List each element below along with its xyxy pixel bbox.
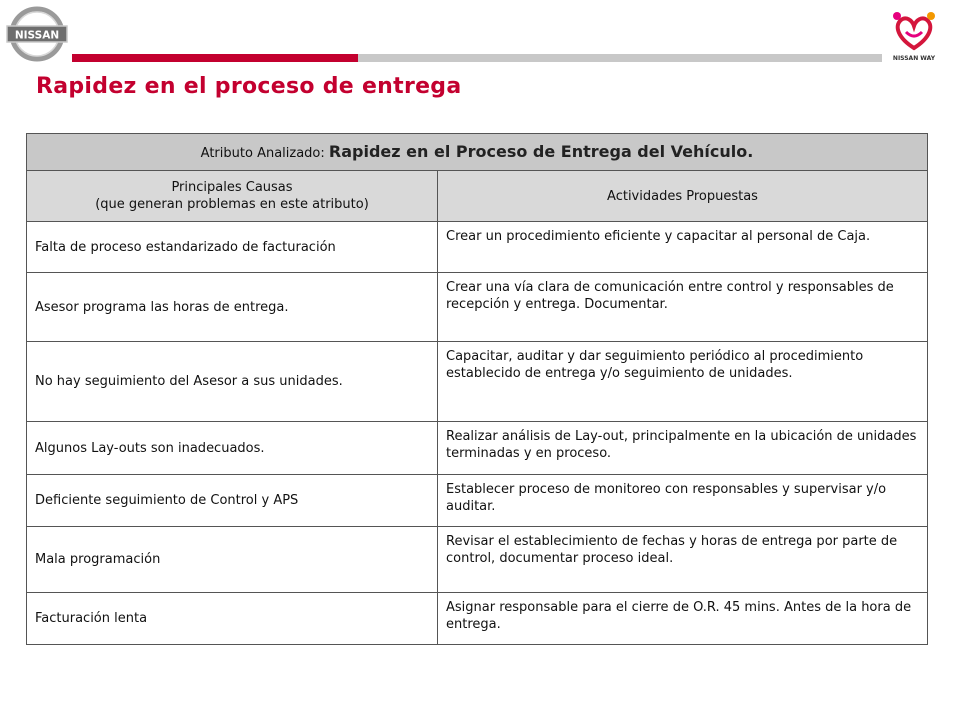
column-header-causes-line2: (que generan problemas en este atributo) — [95, 197, 369, 212]
cause-cell: Facturación lenta — [27, 593, 438, 645]
table-row — [27, 342, 928, 422]
action-cell: Establecer proceso de monitoreo con responsables y supervisar y/o auditar. — [438, 475, 928, 527]
column-header-activities: Actividades Propuestas — [438, 171, 928, 222]
cause-cell: Falta de proceso estandarizado de facturación — [27, 222, 438, 273]
page-title: Rapidez en el proceso de entrega — [36, 74, 462, 99]
attribute-header-cell — [27, 134, 928, 171]
cause-cell: No hay seguimiento del Asesor a sus unidades. — [27, 342, 438, 422]
action-cell: Realizar análisis de Lay-out, principalmente en la ubicación de unidades terminadas y en proceso. — [438, 422, 928, 475]
cause-cell: Algunos Lay-outs son inadecuados. — [27, 422, 438, 475]
action-cell: Crear un procedimiento eficiente y capacitar al personal de Caja. — [438, 222, 928, 273]
table-row — [27, 593, 928, 645]
column-header-row — [27, 171, 928, 222]
cause-cell: Deficiente seguimiento de Control y APS — [27, 475, 438, 527]
nissan-way-logo — [884, 6, 944, 64]
action-cell: Asignar responsable para el cierre de O.R. 45 mins. Antes de la hora de entrega. — [438, 593, 928, 645]
header-accent-bar-gray — [358, 54, 882, 62]
cause-cell: Mala programación — [27, 527, 438, 593]
table-row — [27, 273, 928, 342]
attribute-value: Rapidez en el Proceso de Entrega del Vehículo. — [328, 141, 754, 161]
column-header-causes-line1: Principales Causas — [171, 180, 293, 195]
table-row — [27, 422, 928, 475]
attribute-label: Atributo Analizado: — [200, 145, 325, 161]
attribute-header-row — [27, 134, 928, 171]
causes-activities-table — [26, 133, 928, 645]
nissan-logo — [6, 6, 68, 62]
svg-text:NISSAN: NISSAN — [14, 29, 60, 42]
cause-cell: Asesor programa las horas de entrega. — [27, 273, 438, 342]
action-cell: Revisar el establecimiento de fechas y horas de entrega por parte de control, documentar proceso ideal. — [438, 527, 928, 593]
table-row — [27, 222, 928, 273]
header-accent-bar-red — [72, 54, 358, 62]
table-row — [27, 527, 928, 593]
svg-text:NISSAN WAY: NISSAN WAY — [892, 55, 936, 62]
action-cell: Crear una vía clara de comunicación entre control y responsables de recepción y entrega. Documentar. — [438, 273, 928, 342]
table-row — [27, 475, 928, 527]
column-header-causes — [27, 171, 438, 222]
action-cell: Capacitar, auditar y dar seguimiento periódico al procedimiento establecido de entrega y/o seguimiento de unidades. — [438, 342, 928, 422]
